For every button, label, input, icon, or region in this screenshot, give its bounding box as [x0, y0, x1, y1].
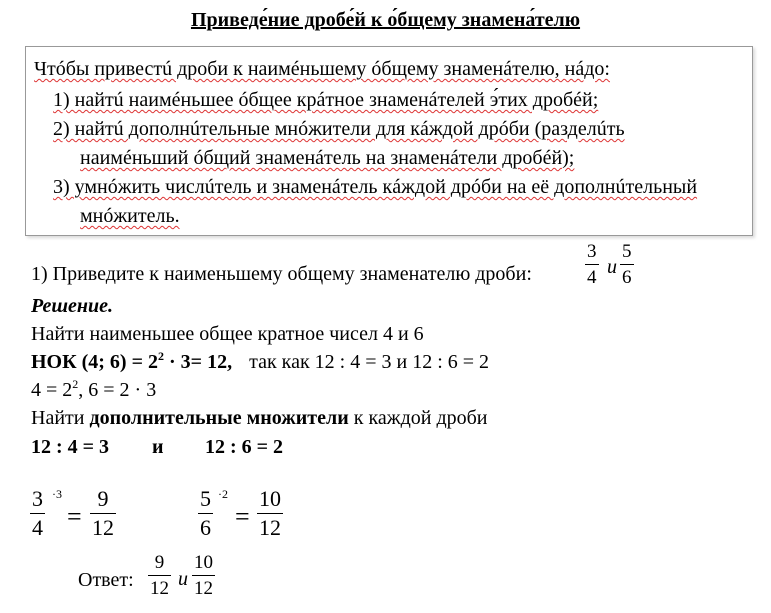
multiplier-1: 12 : 4 = 3 [31, 436, 110, 458]
result-2-equals: = [235, 502, 250, 531]
rule-step-3b: мнóжитель. [80, 205, 180, 227]
result-2-multiplier: ·2 [218, 487, 228, 501]
multiplier-and: и [152, 436, 164, 458]
answer-conjunction: и [178, 568, 188, 590]
rule-step-3a: 3) умнóжить числúтель и знаменáтель кáждой дрóби на её дополнúтельный [53, 176, 698, 198]
multipliers-heading: Найти дополнительные множители к каждой дроби [31, 407, 488, 429]
result-1-equals: = [67, 502, 82, 531]
task-fraction-1: 3 4 [587, 241, 597, 288]
result-2-value: 10 12 [259, 486, 281, 540]
rule-step-2b: наимéньший óбщий знаменáтель на знаменáтели дробéй); [80, 147, 575, 169]
result-2-fraction: 5 6 [200, 486, 211, 540]
result-1-multiplier: ·3 [52, 487, 62, 501]
nok-line: НОК (4; $6) = 2^2 \cdot 3= 12$, так как 12 : 4 = 3 и 12 : 6 = 2 [31, 349, 490, 373]
page-title: Приведе́ние дробе́й к о́бщему знамена́телю [190, 9, 581, 31]
task-conjunction: и [607, 256, 617, 278]
rule-intro: Чтóбы привестú дроби к наимéньшему óбщему знаменáтелю, нáдо: [34, 58, 610, 80]
factorization-line: $4 = 2^2$, 6 = 2 · 3 [31, 377, 157, 401]
result-1-value: 9 12 [92, 486, 114, 540]
multiplier-2: 12 : 6 = 2 [205, 436, 284, 458]
answer-fraction-1: 9 12 [150, 552, 169, 599]
result-1-fraction: 3 4 [32, 486, 43, 540]
rule-box [25, 46, 753, 236]
answer-label: Ответ: [78, 569, 134, 591]
rule-step-2a: 2) найтú дополнúтельные мнóжители для кáждой дрóби (разделúть [53, 118, 625, 140]
task-text: 1) Приведите к наименьшему общему знаменателю дроби: [31, 263, 532, 285]
solution-heading: Решение. [31, 295, 114, 317]
task-fraction-2: 5 6 [622, 241, 632, 288]
solution-line-1: Найти наименьшее общее кратное чисел 4 и 6 [31, 323, 424, 345]
rule-step-1: 1) найтú наимéньшее óбщее крáтное знаменáтелей э́тих дробéй; [53, 89, 599, 111]
answer-fraction-2: 10 12 [194, 552, 213, 599]
